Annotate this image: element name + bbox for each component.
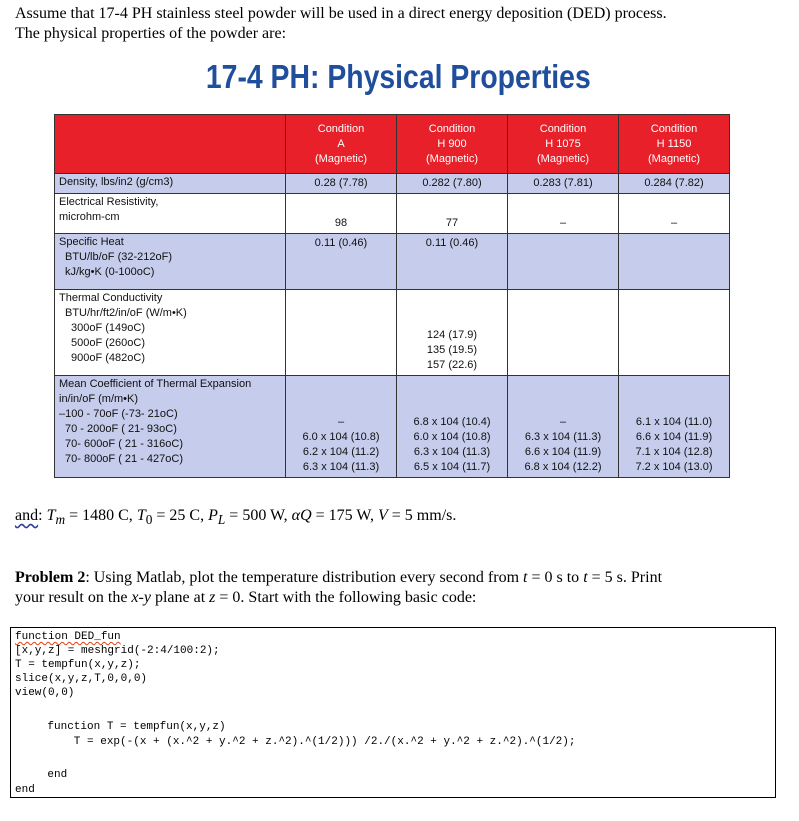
given-parameters: and: $T_m = 1480$ C, $T_0 = 25$ C, $P_L = 500$ W, αQ = 175 W, V = 5 mm/s. — [15, 507, 457, 528]
problem-label: Problem 2 — [15, 569, 86, 586]
code-line-9: end — [15, 784, 35, 796]
resistivity-value-h1075: – — [508, 194, 619, 234]
to-value: = 25 C, — [156, 507, 205, 524]
conductivity-value-h1075 — [508, 290, 619, 376]
density-value-h1150: 0.284 (7.82) — [619, 174, 730, 194]
expansion-h900-3: 6.3 x 104 (11.3) — [413, 446, 491, 458]
problem-t-symbol-1: t — [523, 569, 528, 586]
expansion-value-h1075 — [508, 376, 619, 478]
expansion-h1150-1: 6.1 x 104 (11.0) — [635, 416, 713, 428]
resistivity-row — [55, 194, 730, 234]
pl-value: = 500 W, — [229, 507, 288, 524]
code-line-5: view(0,0) — [15, 687, 75, 699]
pl-subscript: L — [217, 512, 226, 528]
intro-line-2: The physical properties of the powder are: — [15, 25, 287, 42]
aq-symbol: αQ — [291, 507, 312, 524]
conductivity-row — [55, 290, 730, 376]
tm-symbol: T — [46, 507, 56, 524]
col-h1150-line-1: Condition — [650, 122, 698, 135]
code-line-1: function DED_fun — [15, 631, 121, 643]
expansion-h1075-2: 6.3 x 104 (11.3) — [524, 431, 602, 443]
resistivity-value-a: 98 — [286, 194, 397, 234]
specific-heat-value-h900: 0.11 (0.46) — [397, 234, 508, 290]
column-header-h900 — [397, 115, 508, 174]
col-h900-line-3: (Magnetic) — [426, 152, 478, 165]
table-header-row — [55, 115, 730, 174]
expansion-value-a — [286, 376, 397, 478]
col-h900-line-2: H 900 — [437, 137, 467, 150]
expansion-h1075-4: 6.8 x 104 (12.2) — [524, 461, 602, 473]
problem-plane: x-y — [131, 589, 151, 606]
conductivity-h900-500: 135 (19.5) — [426, 344, 478, 356]
tm-value: = 1480 C, — [69, 507, 133, 524]
col-h1075-line-2: H 1075 — [545, 137, 581, 150]
density-value-h1075: 0.283 (7.81) — [508, 174, 619, 194]
resistivity-label — [55, 194, 286, 234]
expansion-label-6: 70- 800oF ( 21 - 427oC) — [65, 453, 184, 465]
expansion-label — [55, 376, 286, 478]
specific-heat-value-h1150 — [619, 234, 730, 290]
expansion-h1150-3: 7.1 x 104 (12.8) — [635, 446, 713, 458]
column-header-h1075 — [508, 115, 619, 174]
density-value-a: 0.28 (7.78) — [286, 174, 397, 194]
expansion-a-4: 6.3 x 104 (11.3) — [302, 461, 380, 473]
problem-z-symbol: z — [209, 589, 216, 606]
conductivity-label-1: Thermal Conductivity — [59, 292, 163, 304]
conductivity-label-2: BTU/hr/ft2/in/oF (W/m•K) — [65, 307, 187, 319]
expansion-label-4: 70 - 200oF ( 21- 93oC) — [65, 423, 177, 435]
conductivity-value-h1150 — [619, 290, 730, 376]
expansion-h1075-1: – — [559, 416, 567, 428]
code-line-4: slice(x,y,z,T,0,0,0) — [15, 673, 148, 685]
expansion-a-1: – — [337, 416, 345, 428]
density-label: Density, lbs/in2 (g/cm3) — [55, 174, 286, 194]
conductivity-label-5: 900oF (482oC) — [71, 352, 145, 364]
specific-heat-label-1: Specific Heat — [59, 236, 124, 248]
matlab-code-block — [10, 627, 776, 798]
intro-text — [15, 4, 785, 44]
col-h1150-line-2: H 1150 — [656, 137, 692, 150]
problem-statement — [15, 568, 785, 608]
conductivity-label-3: 300oF (149oC) — [71, 322, 145, 334]
code-line-8: end — [21, 769, 68, 781]
column-header-a — [286, 115, 397, 174]
aq-value: = 175 W, — [315, 507, 374, 524]
resistivity-value-h900: 77 — [397, 194, 508, 234]
header-corner — [55, 115, 286, 174]
conductivity-label — [55, 290, 286, 376]
physical-properties-table — [54, 114, 730, 478]
problem-t-start: = 0 s to — [531, 569, 580, 586]
expansion-h900-1: 6.8 x 104 (10.4) — [413, 416, 491, 428]
expansion-label-3: –100 - 70oF (-73- 21oC) — [59, 408, 178, 420]
col-h1075-line-1: Condition — [539, 122, 587, 135]
code-line-3: T = tempfun(x,y,z); — [15, 659, 141, 671]
code-line-7: T = exp(-(x + (x.^2 + y.^2 + z.^2).^(1/2))) /2./(x.^2 + y.^2 + z.^2).^(1/2); — [21, 736, 576, 748]
intro-line-1: Assume that 17-4 PH stainless steel powder will be used in a direct energy deposition (DED) process. — [15, 5, 667, 22]
resistivity-label-2: microhm-cm — [59, 211, 120, 223]
resistivity-label-1: Electrical Resistivity, — [59, 196, 159, 208]
tm-subscript: m — [55, 512, 66, 528]
given-and: and — [15, 507, 39, 524]
problem-text-3: plane at — [154, 589, 206, 606]
expansion-h1150-4: 7.2 x 104 (13.0) — [635, 461, 713, 473]
expansion-h1075-3: 6.6 x 104 (11.9) — [524, 446, 602, 458]
expansion-label-5: 70- 600oF ( 21 - 316oC) — [65, 438, 184, 450]
code-line-2: [x,y,z] = meshgrid(-2:4/100:2); — [15, 645, 220, 657]
column-header-h1150 — [619, 115, 730, 174]
expansion-h900-2: 6.0 x 104 (10.8) — [413, 431, 491, 443]
to-symbol: T — [136, 507, 146, 524]
expansion-label-2: in/in/oF (m/m•K) — [59, 393, 139, 405]
problem-z-value: = 0 — [219, 589, 241, 606]
problem-text-2: your result on the — [15, 589, 128, 606]
properties-title: 17-4 PH: Physical Properties — [205, 58, 591, 95]
conductivity-value-a — [286, 290, 397, 376]
v-symbol: V — [378, 507, 388, 524]
expansion-h900-4: 6.5 x 104 (11.7) — [413, 461, 491, 473]
problem-text-4: . Start with the following basic code: — [240, 589, 477, 606]
conductivity-h900-300: 124 (17.9) — [426, 329, 478, 341]
col-h1075-line-3: (Magnetic) — [537, 152, 589, 165]
specific-heat-label — [55, 234, 286, 290]
specific-heat-value-a: 0.11 (0.46) — [286, 234, 397, 290]
col-h900-line-1: Condition — [428, 122, 476, 135]
conductivity-h900-900: 157 (22.6) — [426, 359, 478, 371]
expansion-label-1: Mean Coefficient of Thermal Expansion — [59, 378, 252, 390]
col-h1150-line-3: (Magnetic) — [648, 152, 700, 165]
expansion-row — [55, 376, 730, 478]
v-value: = 5 mm/s. — [391, 507, 457, 524]
col-a-line-1: Condition — [317, 122, 365, 135]
expansion-h1150-2: 6.6 x 104 (11.9) — [635, 431, 713, 443]
specific-heat-row — [55, 234, 730, 290]
specific-heat-value-h1075 — [508, 234, 619, 290]
problem-t-symbol-2: t — [583, 569, 588, 586]
col-a-line-2: A — [337, 137, 345, 150]
specific-heat-label-2: BTU/lb/oF (32-212oF) — [65, 251, 172, 263]
to-subscript: 0 — [145, 512, 153, 528]
expansion-a-3: 6.2 x 104 (11.2) — [302, 446, 380, 458]
specific-heat-label-3: kJ/kg•K (0-100oC) — [65, 266, 155, 278]
pl-symbol: P — [208, 507, 218, 524]
resistivity-value-h1150: – — [619, 194, 730, 234]
code-line-6: function T = tempfun(x,y,z) — [21, 721, 226, 733]
density-row — [55, 174, 730, 194]
problem-t-end: = 5 s. Print — [591, 569, 663, 586]
col-a-line-3: (Magnetic) — [315, 152, 367, 165]
expansion-a-2: 6.0 x 104 (10.8) — [302, 431, 380, 443]
expansion-value-h1150 — [619, 376, 730, 478]
expansion-value-h900 — [397, 376, 508, 478]
problem-text-1: : Using Matlab, plot the temperature distribution every second from — [85, 569, 520, 586]
conductivity-value-h900 — [397, 290, 508, 376]
conductivity-label-4: 500oF (260oC) — [71, 337, 145, 349]
density-value-h900: 0.282 (7.80) — [397, 174, 508, 194]
